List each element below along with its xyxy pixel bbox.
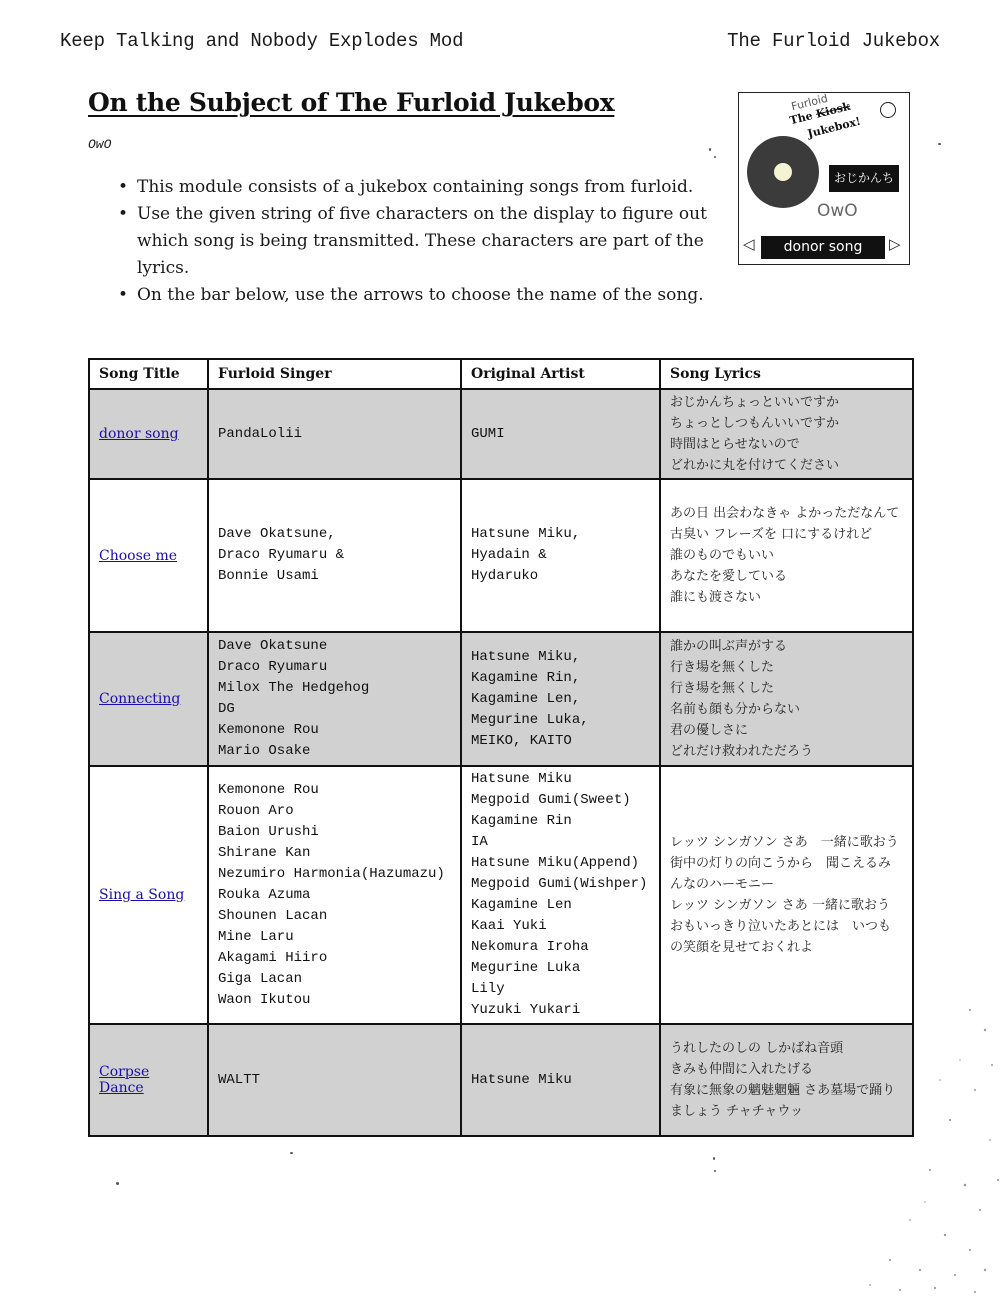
lyric-line: 有象に無象の魑魅魍魎 さあ墓場で踊りましょう チャチャウッ	[670, 1083, 896, 1119]
lyric-line: 名前も顔も分からない	[670, 702, 801, 717]
singer-name: Rouon Aro	[218, 802, 294, 819]
lyric-line: あの日 出会わなきゃ よかっただなんて	[670, 506, 900, 521]
page-title: On the Subject of The Furloid Jukebox	[88, 88, 615, 117]
artist-name: Nekomura Iroha	[471, 939, 589, 955]
cell-song-title	[89, 766, 208, 1024]
table-row	[89, 632, 913, 766]
singer-name: Dave Okatsune	[218, 638, 328, 654]
artist-name: Megpoid Gumi(Sweet)	[471, 792, 631, 808]
lyric-line: レッツ シンガソン さあ 一緒に歌おう	[670, 898, 890, 913]
singer-name: Kemonone Rou	[218, 722, 319, 738]
table-header-row	[89, 359, 913, 389]
artist-name: Kaai Yuki	[471, 918, 547, 934]
table-row	[89, 479, 913, 632]
lyric-line: うれしたのしの しかばね音頭	[670, 1041, 844, 1056]
rule-item: • On the bar below, use the arrows to choose the name of the song.	[112, 282, 857, 309]
lyric-line: 誰にも渡さない	[670, 590, 762, 605]
cell-original-artist	[461, 1024, 660, 1136]
record-label	[774, 163, 792, 181]
paper-speck	[290, 1152, 293, 1154]
singer-name: Dave Okatsune,	[218, 526, 336, 542]
singer-name: DG	[218, 701, 235, 717]
singer-name: Draco Ryumaru	[218, 659, 328, 675]
paper-speck	[938, 143, 941, 145]
song-title-link[interactable]: Corpse Dance	[99, 1064, 150, 1096]
cell-original-artist	[461, 766, 660, 1024]
artist-name: Kagamine Rin	[471, 813, 572, 829]
artist-name: GUMI	[471, 425, 505, 442]
singer-name: Shounen Lacan	[218, 907, 328, 924]
rule-item: • This module consists of a jukebox containing songs from furloid.	[112, 174, 732, 201]
cell-furloid-singer	[208, 479, 461, 632]
lyric-line: あなたを愛している	[670, 569, 788, 584]
paper-speck	[116, 1182, 119, 1185]
column-header-furloid-singer: Furloid Singer	[208, 359, 461, 389]
artist-name: Megurine Luka	[471, 960, 581, 976]
lyric-line: 誰かの叫ぶ声がする	[670, 639, 788, 654]
paper-speck	[713, 1157, 715, 1160]
singer-name: Milox The Hedgehog	[218, 680, 370, 696]
artist-name: Kagamine Len,	[471, 690, 581, 707]
logo-the-word: The	[788, 109, 814, 128]
lyric-line: おじかんちょっといいですか	[670, 395, 840, 410]
singer-name: Mario Osake	[218, 743, 311, 759]
song-title-link[interactable]: Sing a Song	[99, 887, 185, 903]
singer-name: PandaLolii	[218, 425, 303, 442]
next-song-arrow-icon[interactable]: ▷	[889, 235, 901, 253]
lyric-line: 古臭い フレーズを 口にするけれど	[670, 527, 873, 542]
cell-furloid-singer	[208, 1024, 461, 1136]
artist-name: Hatsune Miku	[471, 1071, 572, 1088]
cell-furloid-singer	[208, 766, 461, 1024]
artist-name: Kagamine Rin,	[471, 669, 581, 686]
singer-name: WALTT	[218, 1071, 261, 1088]
singer-name: Akagami Hiiro	[218, 949, 328, 966]
singer-name: Shirane Kan	[218, 844, 311, 861]
artist-name: Yuzuki Yukari	[471, 1002, 581, 1018]
lyric-line: 君の優しさに	[670, 723, 749, 738]
artist-name: Hatsune Miku(Append)	[471, 855, 640, 871]
logo-struck-word: Kiosk	[814, 99, 852, 121]
column-header-song-title: Song Title	[89, 359, 208, 389]
lyric-line: きみも仲間に入れたげる	[670, 1062, 814, 1077]
cell-original-artist	[461, 479, 660, 632]
singer-name: Rouka Azuma	[218, 886, 311, 903]
singer-name: Mine Laru	[218, 928, 294, 945]
rule-item: • Use the given string of five characters on the display to figure out which song is being transmitted. These characters are part of the lyrics.	[112, 201, 732, 282]
cell-song-title	[89, 632, 208, 766]
song-name-display: donor song	[761, 236, 885, 259]
artist-name: Hatsune Miku	[471, 771, 572, 787]
artist-name: Lily	[471, 981, 505, 997]
lyric-line: レッツ シンガソン さあ 一緒に歌おう	[670, 835, 899, 850]
cell-furloid-singer	[208, 632, 461, 766]
lyric-line: どれだけ救われただろう	[670, 744, 814, 759]
artist-name: IA	[471, 834, 488, 850]
page-header-module-name: The Furloid Jukebox	[727, 30, 940, 52]
lyric-line: ちょっとしつもんいいですか	[670, 416, 840, 431]
artist-name: Kagamine Len	[471, 897, 572, 913]
paper-speck	[714, 156, 716, 158]
artist-name: MEIKO, KAITO	[471, 732, 572, 749]
singer-name: Bonnie Usami	[218, 568, 319, 584]
artist-name: Hydaruko	[471, 568, 539, 584]
previous-song-arrow-icon[interactable]: ◁	[743, 235, 755, 253]
song-title-link[interactable]: donor song	[99, 426, 179, 442]
cell-song-title	[89, 1024, 208, 1136]
cell-original-artist	[461, 389, 660, 479]
cell-song-title	[89, 479, 208, 632]
song-title-link[interactable]: Connecting	[99, 691, 181, 707]
paper-speck	[709, 148, 711, 151]
record-icon	[747, 136, 819, 208]
artist-name: Hatsune Miku,	[471, 648, 581, 665]
lyric-line: 時間はとらせないので	[670, 437, 800, 452]
cell-song-lyrics	[660, 632, 913, 766]
lyric-line: どれかに丸を付けてください	[670, 458, 840, 473]
logo-furloid-text: Furloid	[789, 91, 830, 114]
module-illustration	[738, 92, 910, 265]
page-header-module-label: Keep Talking and Nobody Explodes Mod	[60, 30, 464, 52]
artist-name: Hyadain &	[471, 547, 547, 563]
owo-label: OwO	[817, 201, 858, 221]
status-light	[880, 102, 896, 118]
song-title-link[interactable]: Choose me	[99, 547, 178, 564]
artist-name: Megurine Luka,	[471, 711, 589, 728]
column-header-original-artist: Original Artist	[461, 359, 660, 389]
cell-furloid-singer	[208, 389, 461, 479]
lyric-line: 誰のものでもいい	[670, 548, 775, 563]
paper-texture-decoration	[770, 970, 1000, 1300]
cell-song-lyrics	[660, 389, 913, 479]
singer-name: Draco Ryumaru &	[218, 547, 345, 563]
artist-name: Hatsune Miku,	[471, 526, 581, 542]
lyric-line: 行き場を無くした	[670, 681, 775, 696]
singer-name: Nezumiro Harmonia(Hazumazu)	[218, 865, 445, 882]
table-row	[89, 389, 913, 479]
page-subtitle: OwO	[88, 137, 112, 152]
logo-jukebox-text: Jukebox!	[806, 114, 863, 141]
cell-song-lyrics	[660, 479, 913, 632]
rules-list	[112, 174, 732, 309]
paper-speck	[714, 1170, 716, 1172]
artist-name: Megpoid Gumi(Wishper)	[471, 876, 648, 892]
character-display: おじかんち	[829, 165, 899, 192]
singer-name: Kemonone Rou	[218, 781, 319, 798]
cell-original-artist	[461, 632, 660, 766]
singer-name: Waon Ikutou	[218, 991, 311, 1008]
lyric-line: 行き場を無くした	[670, 660, 775, 675]
singer-name: Giga Lacan	[218, 970, 303, 987]
lyric-line: おもいっきり泣いたあとには いつもの笑顔を見せておくれよ	[670, 919, 892, 955]
column-header-song-lyrics: Song Lyrics	[660, 359, 913, 389]
cell-song-title	[89, 389, 208, 479]
singer-name: Baion Urushi	[218, 823, 319, 840]
lyric-line: 街中の灯りの向こうから 聞こえるみんなのハーモニー	[670, 856, 892, 892]
